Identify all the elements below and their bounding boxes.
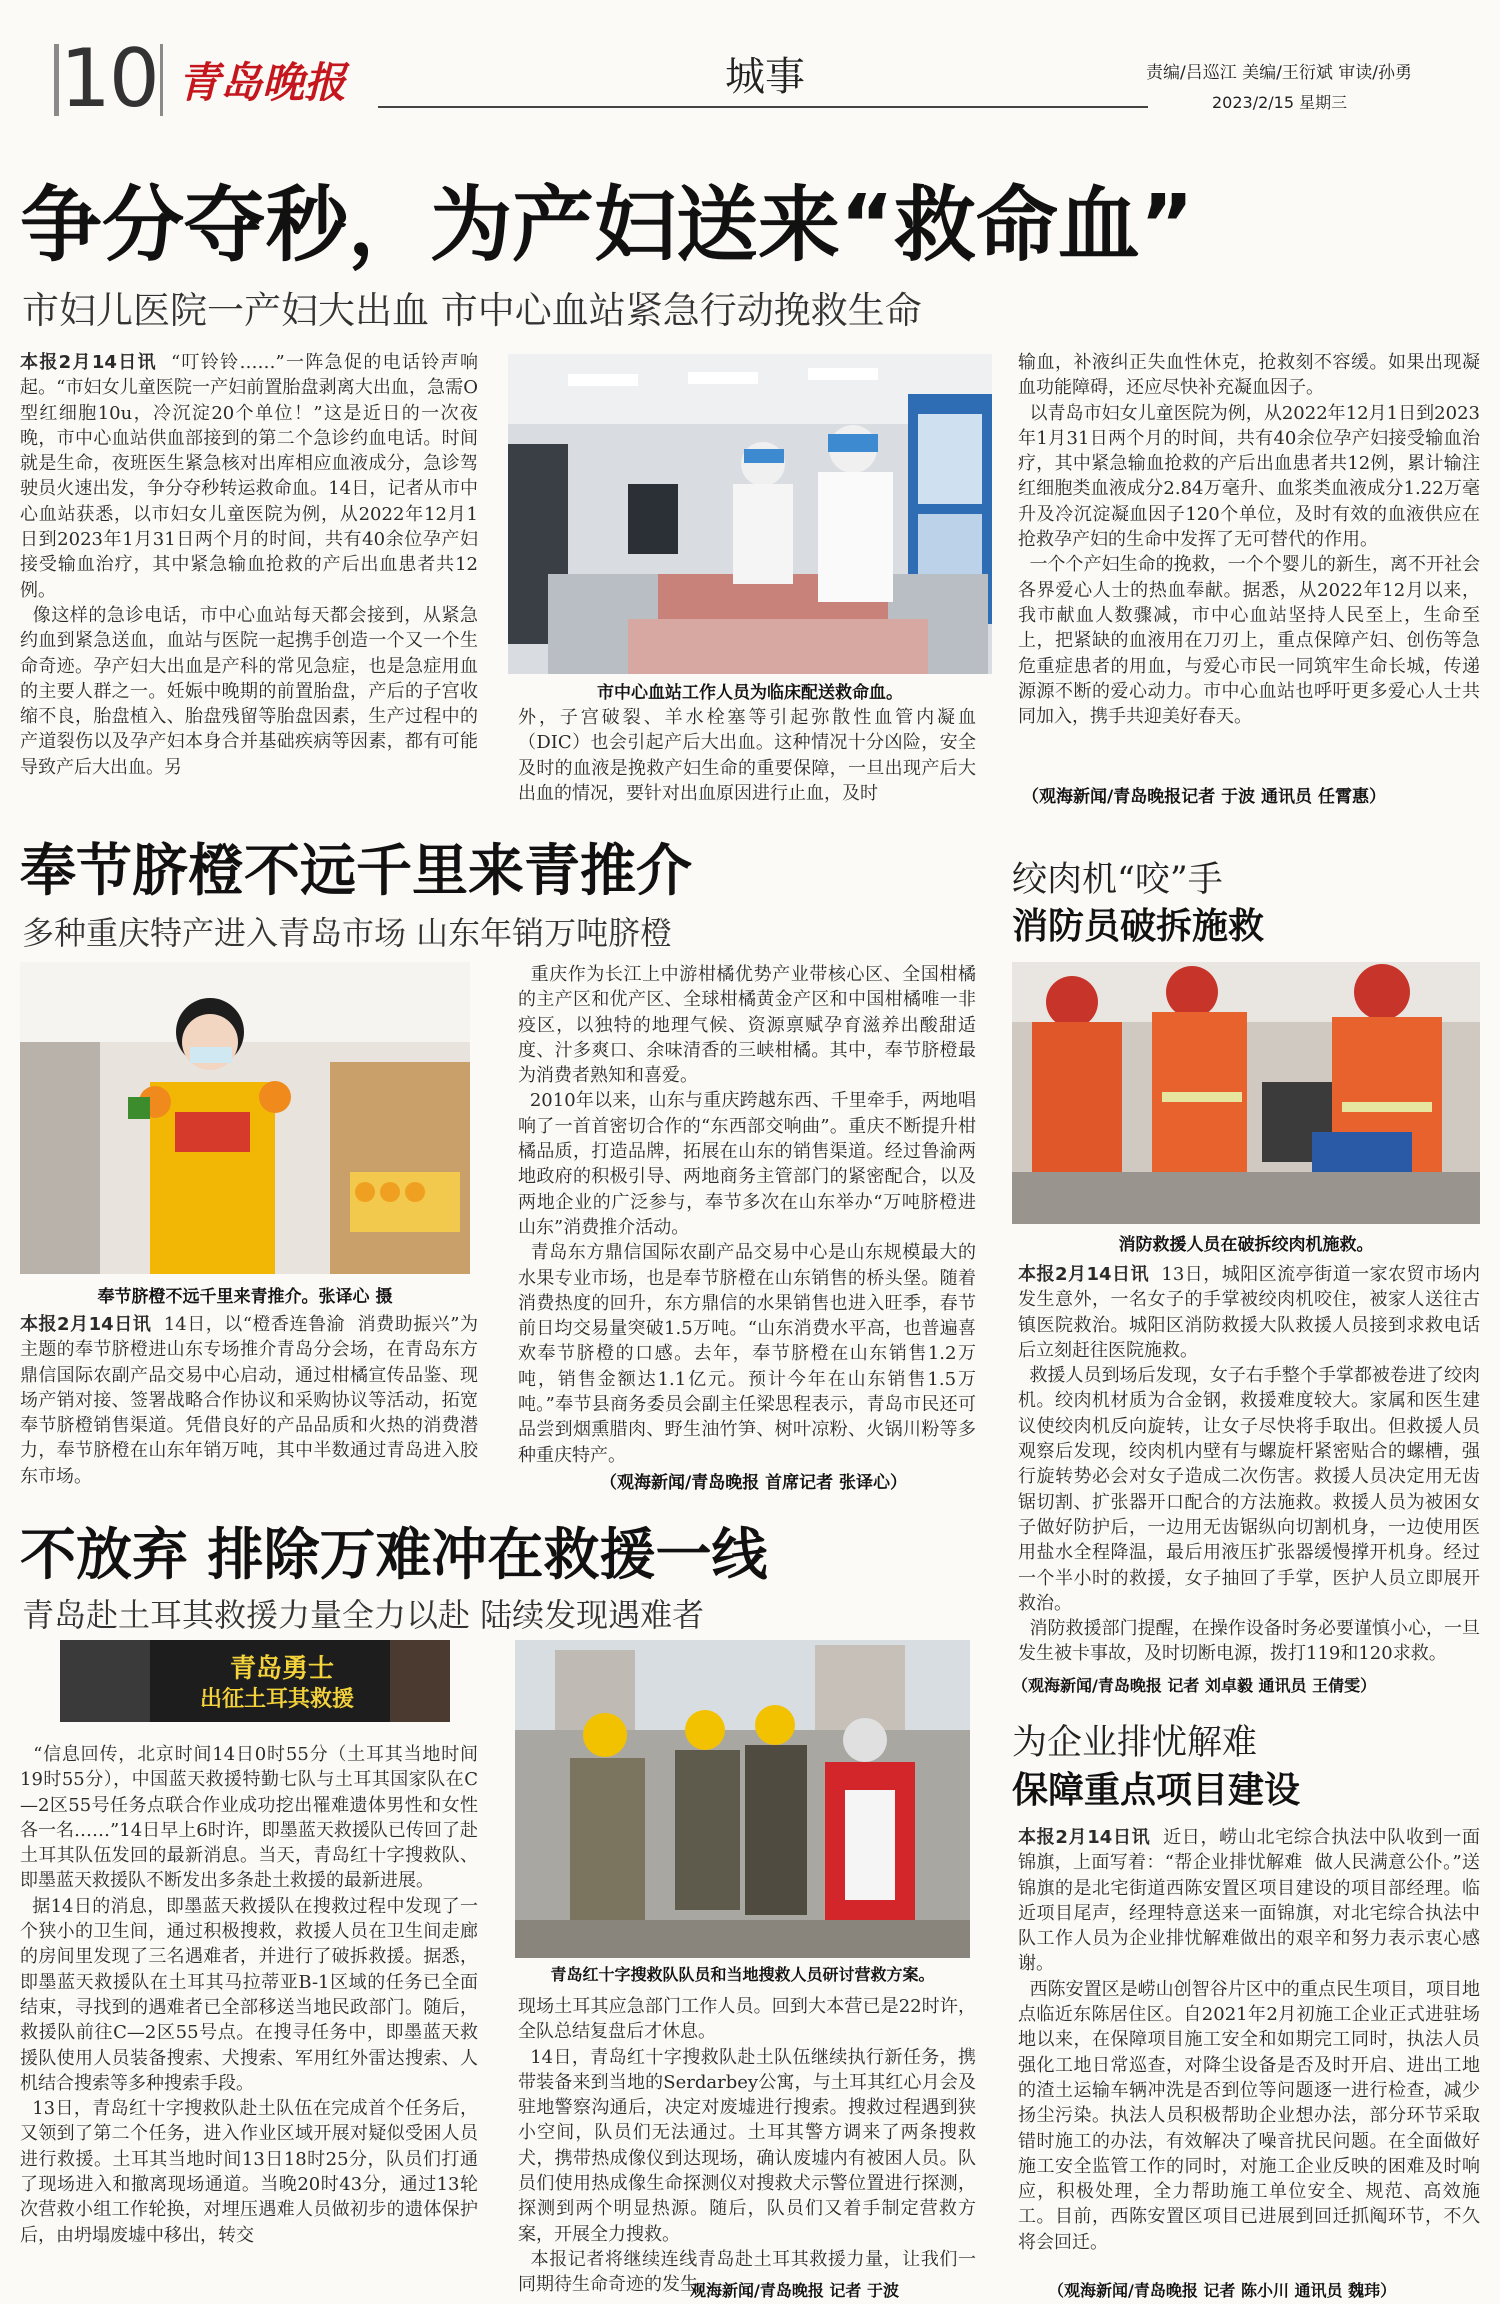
page-number: 10: [60, 32, 158, 125]
paper-name-logo: 青岛晚报: [178, 58, 347, 107]
article4-column-2: 现场土耳其应急部门工作人员。回到大本营已是22时许，全队总结复盘后才休息。 14日，青岛红十字搜救队赴土队伍继续执行新任务，携带装备来到当地的Serdarbey公寓，与土耳其红心月会及驻地警察沟通后，决定对废墟进行搜索。搜救过程遇到狭小空间，队员们无法通过。土耳其警方调来了两条搜救犬，携带热成像仪到达现场，确认废墟内有被困人员。队员们使用热成像生命探测仪对搜救犬示警位置进行探测，探测到两个明显热源。随后，队员们又着手制定营救方案，开展全力搜救。 本报记者将继续连线青岛赴土耳其救援力量，让我们一同期待生命奇迹的发生。: [518, 1996, 976, 2296]
article1-column-1: 本报2月14日讯 “叮铃铃……”一阵急促的电话铃声响起。“市妇女儿童医院一产妇前置胎盘剥离大出血，急需O型红细胞10u，冷沉淀20个单位！”这是近日的一次夜晚，市中心血站供血部接到的第二个急诊约血电话。时间就是生命，夜班医生紧急核对出库相应血液成分，急诊驾驶员火速出发，争分夺秒转运救命血。14日，记者从市中心血站获悉，以市妇女儿童医院为例，从2022年12月1日到2023年1月31日两个月的时间，共有40余位孕产妇接受输血治疗，其中紧急输血抢救的产后出血患者共12例。 像这样的急诊电话，市中心血站每天都会接到，从紧急约血到紧急送血，血站与医院一起携手创造一个又一个生命奇迹。孕产妇大出血是产科的常见急症，也是急症用血的主要人群之一。妊娠中晚期的前置胎盘，产后的子宫收缩不良，胎盘植入、胎盘残留等胎盘因素，生产过程中的产道裂伤以及孕产妇本身合并基础疾病等因素，都有可能导致产后大出血。另: [20, 352, 478, 778]
dateline: 本报2月14日讯: [1018, 1264, 1149, 1285]
article1-column-2: 外，子宫破裂、羊水栓塞等引起弥散性血管内凝血（DIC）也会引起产后大出血。这种情况十分凶险，安全及时的血液是挽救产妇生命的重要保障，一旦出现产后大出血的情况，要针对出血原因进行止血，及时: [518, 707, 976, 804]
page-number-bar: [54, 44, 59, 116]
article4-subheadline: 青岛赴土耳其救援力量全力以赴 陆续发现遇难者: [22, 1596, 705, 1634]
editor-credits: 责编/吕巡江 美编/王衍斌 审读/孙勇: [1146, 63, 1412, 83]
dateline: 本报2月14日讯: [1018, 1827, 1151, 1848]
article3-photo-caption: 消防救援人员在破拆绞肉机施救。: [1118, 1235, 1374, 1255]
article5-headline-top: 为企业排忧解难: [1012, 1723, 1258, 1763]
banner-figures-right: [390, 1640, 450, 1722]
article2-column-2: 重庆作为长江上中游柑橘优势产业带核心区、全国柑橘的主产区和优产区、全球柑橘黄金产区和中国柑橘唯一非疫区，以独特的地理气候、资源禀赋孕育滋养出酸甜适度、汁多爽口、余味清香的三峡柑橘。其中，奉节脐橙最为消费者熟知和喜爱。 2010年以来，山东与重庆跨越东西、千里牵手，两地唱响了一首首密切合作的“东西部交响曲”。重庆不断提升柑橘品质，打造品牌，拓展在山东的销售渠道。经过鲁渝两地政府的积极引导、两地商务主管部门的紧密配合，以及两地企业的广泛参与，奉节多次在山东举办“万吨脐橙进山东”消费推介活动。 青岛东方鼎信国际农副产品交易中心是山东规模最大的水果专业市场，也是奉节脐橙在山东销售的桥头堡。随着消费热度的回升，东方鼎信的水果销售也进入旺季，春节前日均交易量突破1.5万吨。“山东消费水平高，也普遍喜欢奉节脐橙的口感。去年，奉节脐橙在山东销售1.2万吨，销售金额达1.1亿元。预计今年在山东销售1.5万吨。”奉节县商务委员会副主任梁思程表示，青岛市民还可品尝到烟熏腊肉、野生油竹笋、树叶凉粉、火锅川粉等多种重庆特产。: [518, 964, 976, 1466]
article2-credit: （观海新闻/青岛晚报 首席记者 张译心）: [600, 1473, 908, 1493]
article4-photo-rescue-team: [515, 1640, 970, 1958]
header-rule: [378, 106, 1148, 108]
article4-banner: [60, 1640, 450, 1722]
page-number-bar-right: [160, 44, 163, 116]
article4-credit: 观海新闻/青岛晚报 记者 于波: [690, 2281, 899, 2300]
article1-column-3: 输血，补液纠正失血性休克，抢救刻不容缓。如果出现凝血功能障碍，还应尽快补充凝血因子。 以青岛市妇女儿童医院为例，从2022年12月1日到2023年1月31日两个月的时间，共有40余位孕产妇接受输血治疗，其中紧急输血抢救的产后出血患者共12例，累计输注红细胞类血液成分2.84万毫升、血浆类血液成分1.22万毫升及冷沉淀凝血因子120个单位，及时有效的血液供应在抢救孕产妇的生命中发挥了无可替代的作用。 一个个产妇生命的挽救，一个个婴儿的新生，离不开社会各界爱心人士的热血奉献。据悉，从2022年12月以来，我市献血人数骤减，市中心血站坚持人民至上，生命至上，把紧缺的血液用在刀刃上，重点保障产妇、创伤等急危重症患者的用血，与爱心市民一同筑牢生命长城，传递源源不断的爱心动力。市中心血站也呼吁更多爱心人士共同加入，携手共迎美好春天。: [1018, 352, 1481, 728]
dateline: 本报2月14日讯: [20, 1314, 152, 1335]
issue-date: 2023/2/15 星期三: [1212, 93, 1348, 112]
article5-credit: （观海新闻/青岛晚报 记者 陈小川 通讯员 魏玮）: [1048, 2281, 1397, 2300]
banner-line-2: 出征土耳其救援: [200, 1687, 355, 1712]
article3-credit: （观海新闻/青岛晚报 记者 刘卓毅 通讯员 王倩雯）: [1012, 1676, 1377, 1695]
article3-headline: 消防员破拆施救: [1012, 906, 1265, 947]
article4-headline: 不放弃 排除万难冲在救援一线: [20, 1523, 768, 1588]
article2-photo-caption: 奉节脐橙不远千里来青推介。张译心 摄: [97, 1287, 393, 1307]
article1-photo-blood-station: [508, 354, 992, 674]
article2-headline: 奉节脐橙不远千里来青推介: [20, 839, 692, 904]
article1-subheadline: 市妇儿医院一产妇大出血 市中心血站紧急行动挽救生命: [22, 289, 922, 332]
article3-headline-top: 绞肉机“咬”手: [1012, 860, 1223, 900]
article1-headline: 争分夺秒，为产妇送来“救命血”: [20, 178, 1194, 273]
banner-figures-left: [60, 1640, 150, 1722]
section-name: 城事: [725, 54, 805, 100]
article4-photo-caption: 青岛红十字搜救队队员和当地搜救人员研讨营救方案。: [550, 1965, 935, 1984]
article2-photo-navel-oranges: [20, 962, 470, 1274]
page-header: [0, 0, 1500, 125]
article5-body: 本报2月14日讯 近日，崂山北宅综合执法中队收到一面锦旗，上面写着：“帮企业排忧解难 做人民满意公仆。”送锦旗的是北宅街道西陈安置区项目建设的项目部经理。临近项目尾声，经理特意送来一面锦旗，对北宅综合执法中队工作人员为企业排忧解难做出的艰辛和努力表示衷心感谢。 西陈安置区是崂山创智谷片区中的重点民生项目，项目地点临近东陈居住区。自2021年2月初施工企业正式进驻场地以来，在保障项目施工安全和如期完工同时，执法人员强化工地日常巡查，对降尘设备是否及时开启、进出工地的渣土运输车辆冲洗是否到位等问题逐一进行检查，减少扬尘污染。执法人员积极帮助企业想办法，部分环节采取错时施工的办法，有效解决了噪音扰民问题。在全面做好施工安全监管工作的同时，对施工企业反映的困难及时响应，积极处理，全力帮助施工单位安全、规范、高效施工。目前，西陈安置区项目已进展到回迁抓阄环节，不久将会回迁。: [1018, 1827, 1481, 2253]
banner-line-1: 青岛勇士: [230, 1654, 335, 1684]
article2-column-1: 本报2月14日讯 14日，以“橙香连鲁渝 消费助振兴”为主题的奉节脐橙进山东专场推介青岛分会场，在青岛东方鼎信国际农副产品交易中心启动，通过柑橘宣传品鉴、现场产销对接、签署战略合作协议和采购协议等活动，拓宽奉节脐橙销售渠道。凭借良好的产品品质和火热的消费潜力，奉节脐橙在山东年销万吨，其中半数通过青岛进入胶东市场。: [20, 1314, 478, 1487]
article3-photo-firefighters: [1012, 962, 1480, 1224]
article5-headline: 保障重点项目建设: [1012, 1770, 1301, 1811]
dateline: 本报2月14日讯: [20, 352, 157, 373]
article3-body: 本报2月14日讯 13日，城阳区流亭街道一家农贸市场内发生意外，一名女子的手掌被绞肉机咬住，被家人送往古镇医院救治。城阳区消防救援大队救援人员接到求救电话后立刻赶往医院施救。 救援人员到场后发现，女子右手整个手掌都被卷进了绞肉机。绞肉机材质为合金钢，救援难度较大。家属和医生建议使绞肉机反向旋转，让女子尽快将手取出。但救援人员观察后发现，绞肉机内壁有与螺旋杆紧密贴合的螺槽，强行旋转势必会对女子造成二次伤害。救援人员决定用无齿锯切割、扩张器开口配合的方法施救。救援人员为被困女子做好防护后，一边用无齿锯纵向切割机身，一边使用医用盐水全程降温，最后用液压扩张器缓慢撑开机身。经过一个半小时的救援，女子抽回了手掌，医护人员立即展开救治。 消防救援部门提醒，在操作设备时务必要谨慎小心，一旦发生被卡事故，及时切断电源，拨打119和120求救。: [1018, 1264, 1481, 1665]
article1-photo-caption: 市中心血站工作人员为临床配送救命血。: [597, 683, 903, 703]
article2-subheadline: 多种重庆特产进入青岛市场 山东年销万吨脐橙: [22, 914, 673, 952]
article4-column-1: “信息回传，北京时间14日0时55分（土耳其当地时间19时55分），中国蓝天救援特勤七队与土耳其国家队在C—2区55号任务点联合作业成功挖出罹难遗体男性和女性各一名……”14日早上6时许，即墨蓝天救援队已传回了赴土耳其队伍发回的最新消息。当天，青岛红十字搜救队、即墨蓝天救援队不断发出多条赴土救援的最新进展。 据14日的消息，即墨蓝天救援队在搜救过程中发现了一个狭小的卫生间，通过积极搜救，救援人员在卫生间走廊的房间里发现了三名遇难者，并进行了破拆救援。据悉，即墨蓝天救援队在土耳其马拉蒂亚B-1区域的任务已全面结束，寻找到的遇难者已全部移送当地民政部门。随后，救援队前往C—2区55号点。在搜寻任务中，即墨蓝天救援队使用人员装备搜索、犬搜索、军用红外雷达搜索、人机结合搜索等多种搜索手段。 13日，青岛红十字搜救队赴土队伍在完成首个任务后，又领到了第二个任务，进入作业区域开展对疑似受困人员进行救援。土耳其当地时间13日18时25分，队员们打通了现场进入和撤离现场通道。当晚20时43分，通过13轮次营救小组工作轮换，对埋压遇难人员做初步的遗体保护后，由坍塌废墟中移出，转交: [20, 1744, 478, 2246]
article1-credit: （观海新闻/青岛晚报记者 于波 通讯员 任霄惠）: [1022, 787, 1386, 807]
